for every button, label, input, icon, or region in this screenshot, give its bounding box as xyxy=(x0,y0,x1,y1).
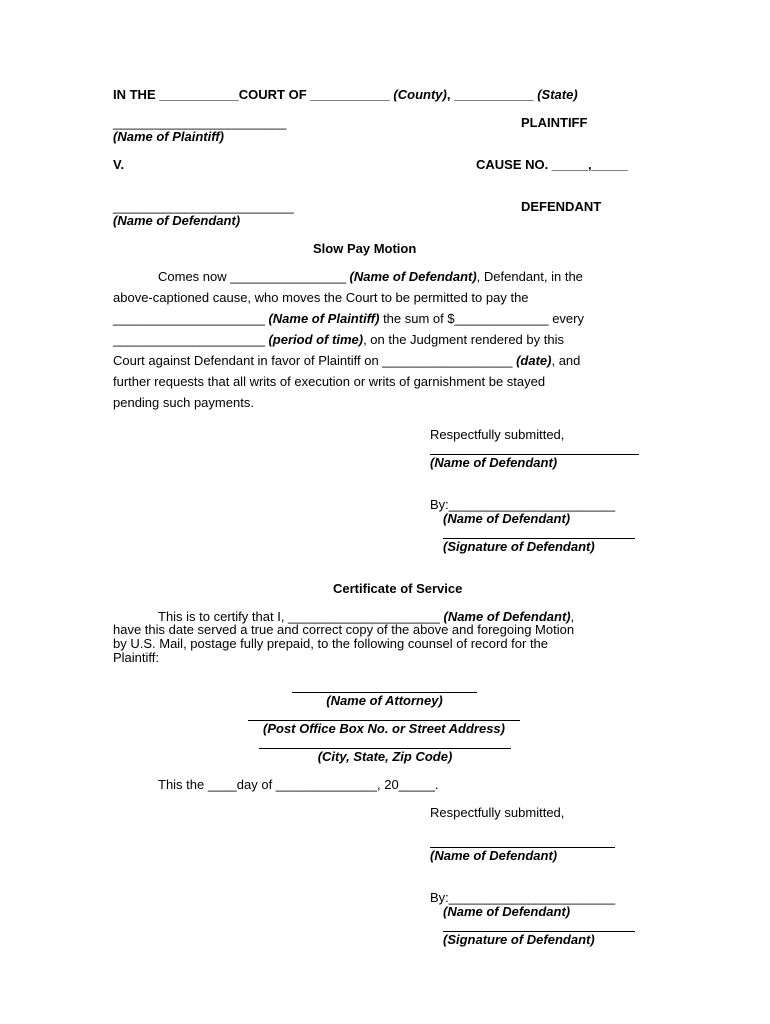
sig1-name-label: (Name of Defendant) xyxy=(430,455,558,470)
date-line: This the ____day of ______________, 20_____. xyxy=(158,777,439,792)
motion-line-2: above-captioned cause, who moves the Court to be permitted to pay the xyxy=(113,290,529,305)
certificate-line-2: have this date served a true and correct copy of the above and foregoing Motion xyxy=(113,622,575,637)
name-of-plaintiff-label: (Name of Plaintiff) xyxy=(113,129,224,144)
certificate-line-3: by U.S. Mail, postage fully prepaid, to the following counsel of record for the xyxy=(113,636,549,651)
certificate-line-4: Plaintiff: xyxy=(113,650,160,665)
respectfully-submitted: Respectfully submitted, xyxy=(430,427,565,442)
court-of-text: COURT OF ___________ xyxy=(238,87,394,102)
sig1-by-line: By:_______________________ xyxy=(430,497,616,512)
motion-date: (date) xyxy=(516,353,552,368)
in-the-text: IN THE ___________ xyxy=(113,87,239,102)
court-caption-line xyxy=(113,87,578,103)
motion-plaintiff-name: (Name of Plaintiff) xyxy=(268,311,380,326)
motion-text: _____________________ xyxy=(113,311,269,326)
sig2-by-name: (Name of Defendant) xyxy=(443,904,571,919)
sig1-signature-label: (Signature of Defendant) xyxy=(443,539,595,554)
motion-text: , on the Judgment rendered by this xyxy=(363,332,564,347)
defendant-label: DEFENDANT xyxy=(521,199,602,214)
motion-line-5 xyxy=(113,353,580,369)
motion-title: Slow Pay Motion xyxy=(313,241,417,256)
motion-text: Comes now ________________ xyxy=(158,269,350,284)
county-label: (County) xyxy=(393,87,447,102)
respectfully-submitted-2: Respectfully submitted, xyxy=(430,805,565,820)
certificate-text: This is to certify that I, _____________________ xyxy=(158,609,444,624)
cause-number: CAUSE NO. _____,_____ xyxy=(476,157,628,172)
plaintiff-blank: ________________________ xyxy=(113,115,287,130)
motion-text: Court against Defendant in favor of Plaintiff on __________________ xyxy=(113,353,517,368)
motion-line-4 xyxy=(113,332,564,348)
motion-text: , and xyxy=(551,353,581,368)
motion-text: the sum of $_____________ every xyxy=(379,311,584,326)
motion-line-7: pending such payments. xyxy=(113,395,254,410)
defendant-blank: _________________________ xyxy=(113,199,294,214)
certificate-text: , xyxy=(570,609,575,624)
name-of-defendant-label: (Name of Defendant) xyxy=(113,213,241,228)
city-label: (City, State, Zip Code) xyxy=(317,749,453,764)
versus-label: V. xyxy=(113,157,125,172)
motion-defendant-name: (Name of Defendant) xyxy=(349,269,477,284)
address-label: (Post Office Box No. or Street Address) xyxy=(263,721,505,736)
sig2-signature-label: (Signature of Defendant) xyxy=(443,932,595,947)
sig2-name-label: (Name of Defendant) xyxy=(430,848,558,863)
state-blank: , ___________ xyxy=(446,87,538,102)
state-label: (State) xyxy=(537,87,578,102)
motion-line-1 xyxy=(158,269,583,285)
motion-text: _____________________ xyxy=(113,332,269,347)
sig1-by-name: (Name of Defendant) xyxy=(443,511,571,526)
certificate-title: Certificate of Service xyxy=(333,581,463,596)
motion-text: , Defendant, in the xyxy=(476,269,583,284)
motion-line-6: further requests that all writs of execution or writs of garnishment be stayed xyxy=(113,374,546,389)
attorney-label: (Name of Attorney) xyxy=(326,693,443,708)
motion-line-3 xyxy=(113,311,584,327)
motion-period: (period of time) xyxy=(268,332,364,347)
plaintiff-label: PLAINTIFF xyxy=(521,115,588,130)
sig2-by-line: By:_______________________ xyxy=(430,890,616,905)
certificate-defendant-name: (Name of Defendant) xyxy=(443,609,571,624)
